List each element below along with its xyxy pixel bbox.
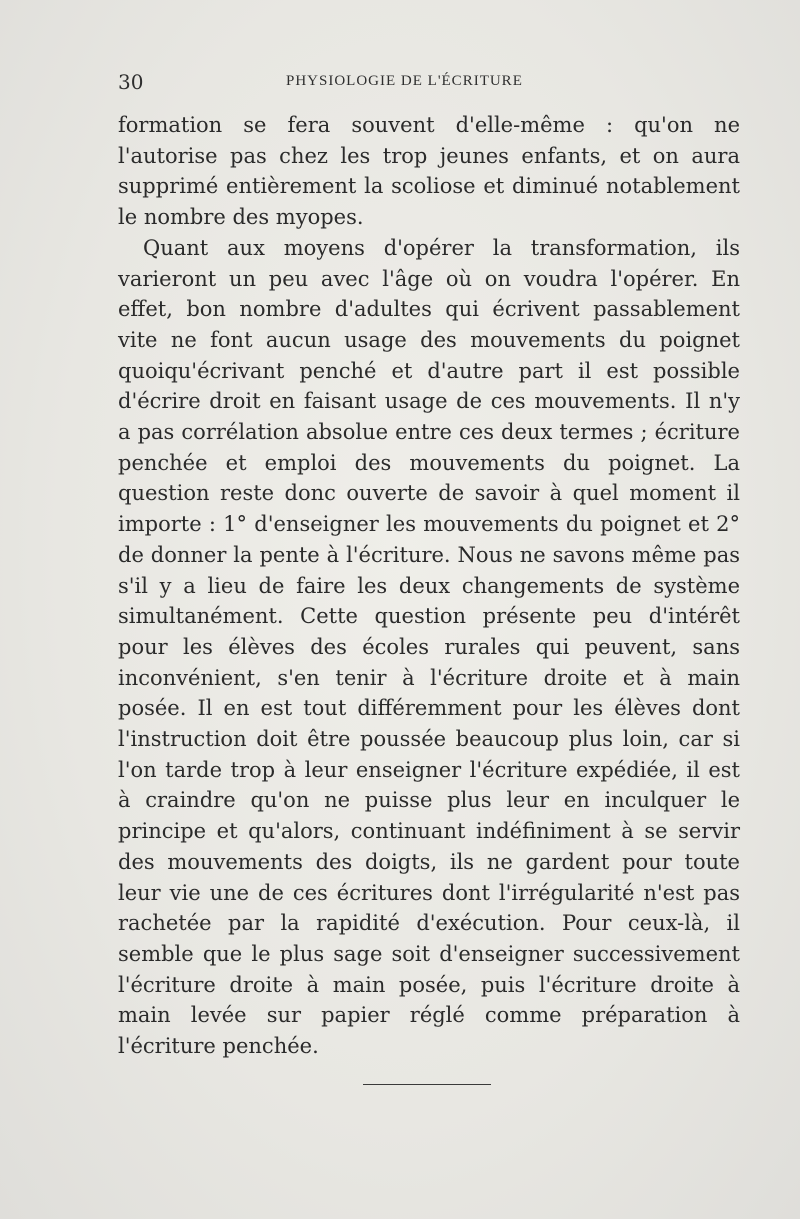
end-rule bbox=[363, 1084, 491, 1085]
paragraph-continuation: formation se fera souvent d'elle-même : qu'on ne l'autorise pas chez les trop jeunes enfants, et on aura supprimé entièrement la scoliose et diminué notablement le nombre des myopes. bbox=[118, 113, 740, 230]
page-number: 30 bbox=[118, 70, 144, 94]
body-text bbox=[118, 110, 740, 1062]
page-header bbox=[118, 70, 738, 100]
running-title: PHYSIOLOGIE DE L'ÉCRITURE bbox=[286, 73, 523, 89]
paragraph-transformation: Quant aux moyens d'opérer la transformation, ils varieront un peu avec l'âge où on voudra l'opérer. En effet, bon nombre d'adultes qui écrivent passablement vite ne font aucun usage des mouvements du poignet quoiqu'écrivant penché et d'autre part il est possible d'écrire droit en faisant usage de ces mouvements. Il n'y a pas corrélation absolue entre ces deux termes ; écriture penchée et emploi des mouvements du poignet. La question reste donc ouverte de savoir à quel moment il importe : 1° d'enseigner les mouvements du poignet et 2° de donner la pente à l'écriture. Nous ne savons même pas s'il y a lieu de faire les deux changements de système simultanément. Cette question présente peu d'intérêt pour les élèves des écoles rurales qui peuvent, sans inconvénient, s'en tenir à l'écriture droite et à main posée. Il en est tout différemment pour les élèves dont l'instruction doit être poussée beaucoup plus loin, car si l'on tarde trop à leur enseigner l'écriture expédiée, il est à craindre qu'on ne puisse plus leur en inculquer le principe et qu'alors, continuant indéfiniment à se servir des mouvements des doigts, ils ne gardent pour toute leur vie une de ces écritures dont l'irrégularité n'est pas rachetée par la rapidité d'exécution. Pour ceux-là, il semble que le plus sage soit d'enseigner successivement l'écriture droite à main posée, puis l'écriture droite à main levée sur papier réglé comme préparation à l'écriture penchée. bbox=[118, 235, 740, 1059]
